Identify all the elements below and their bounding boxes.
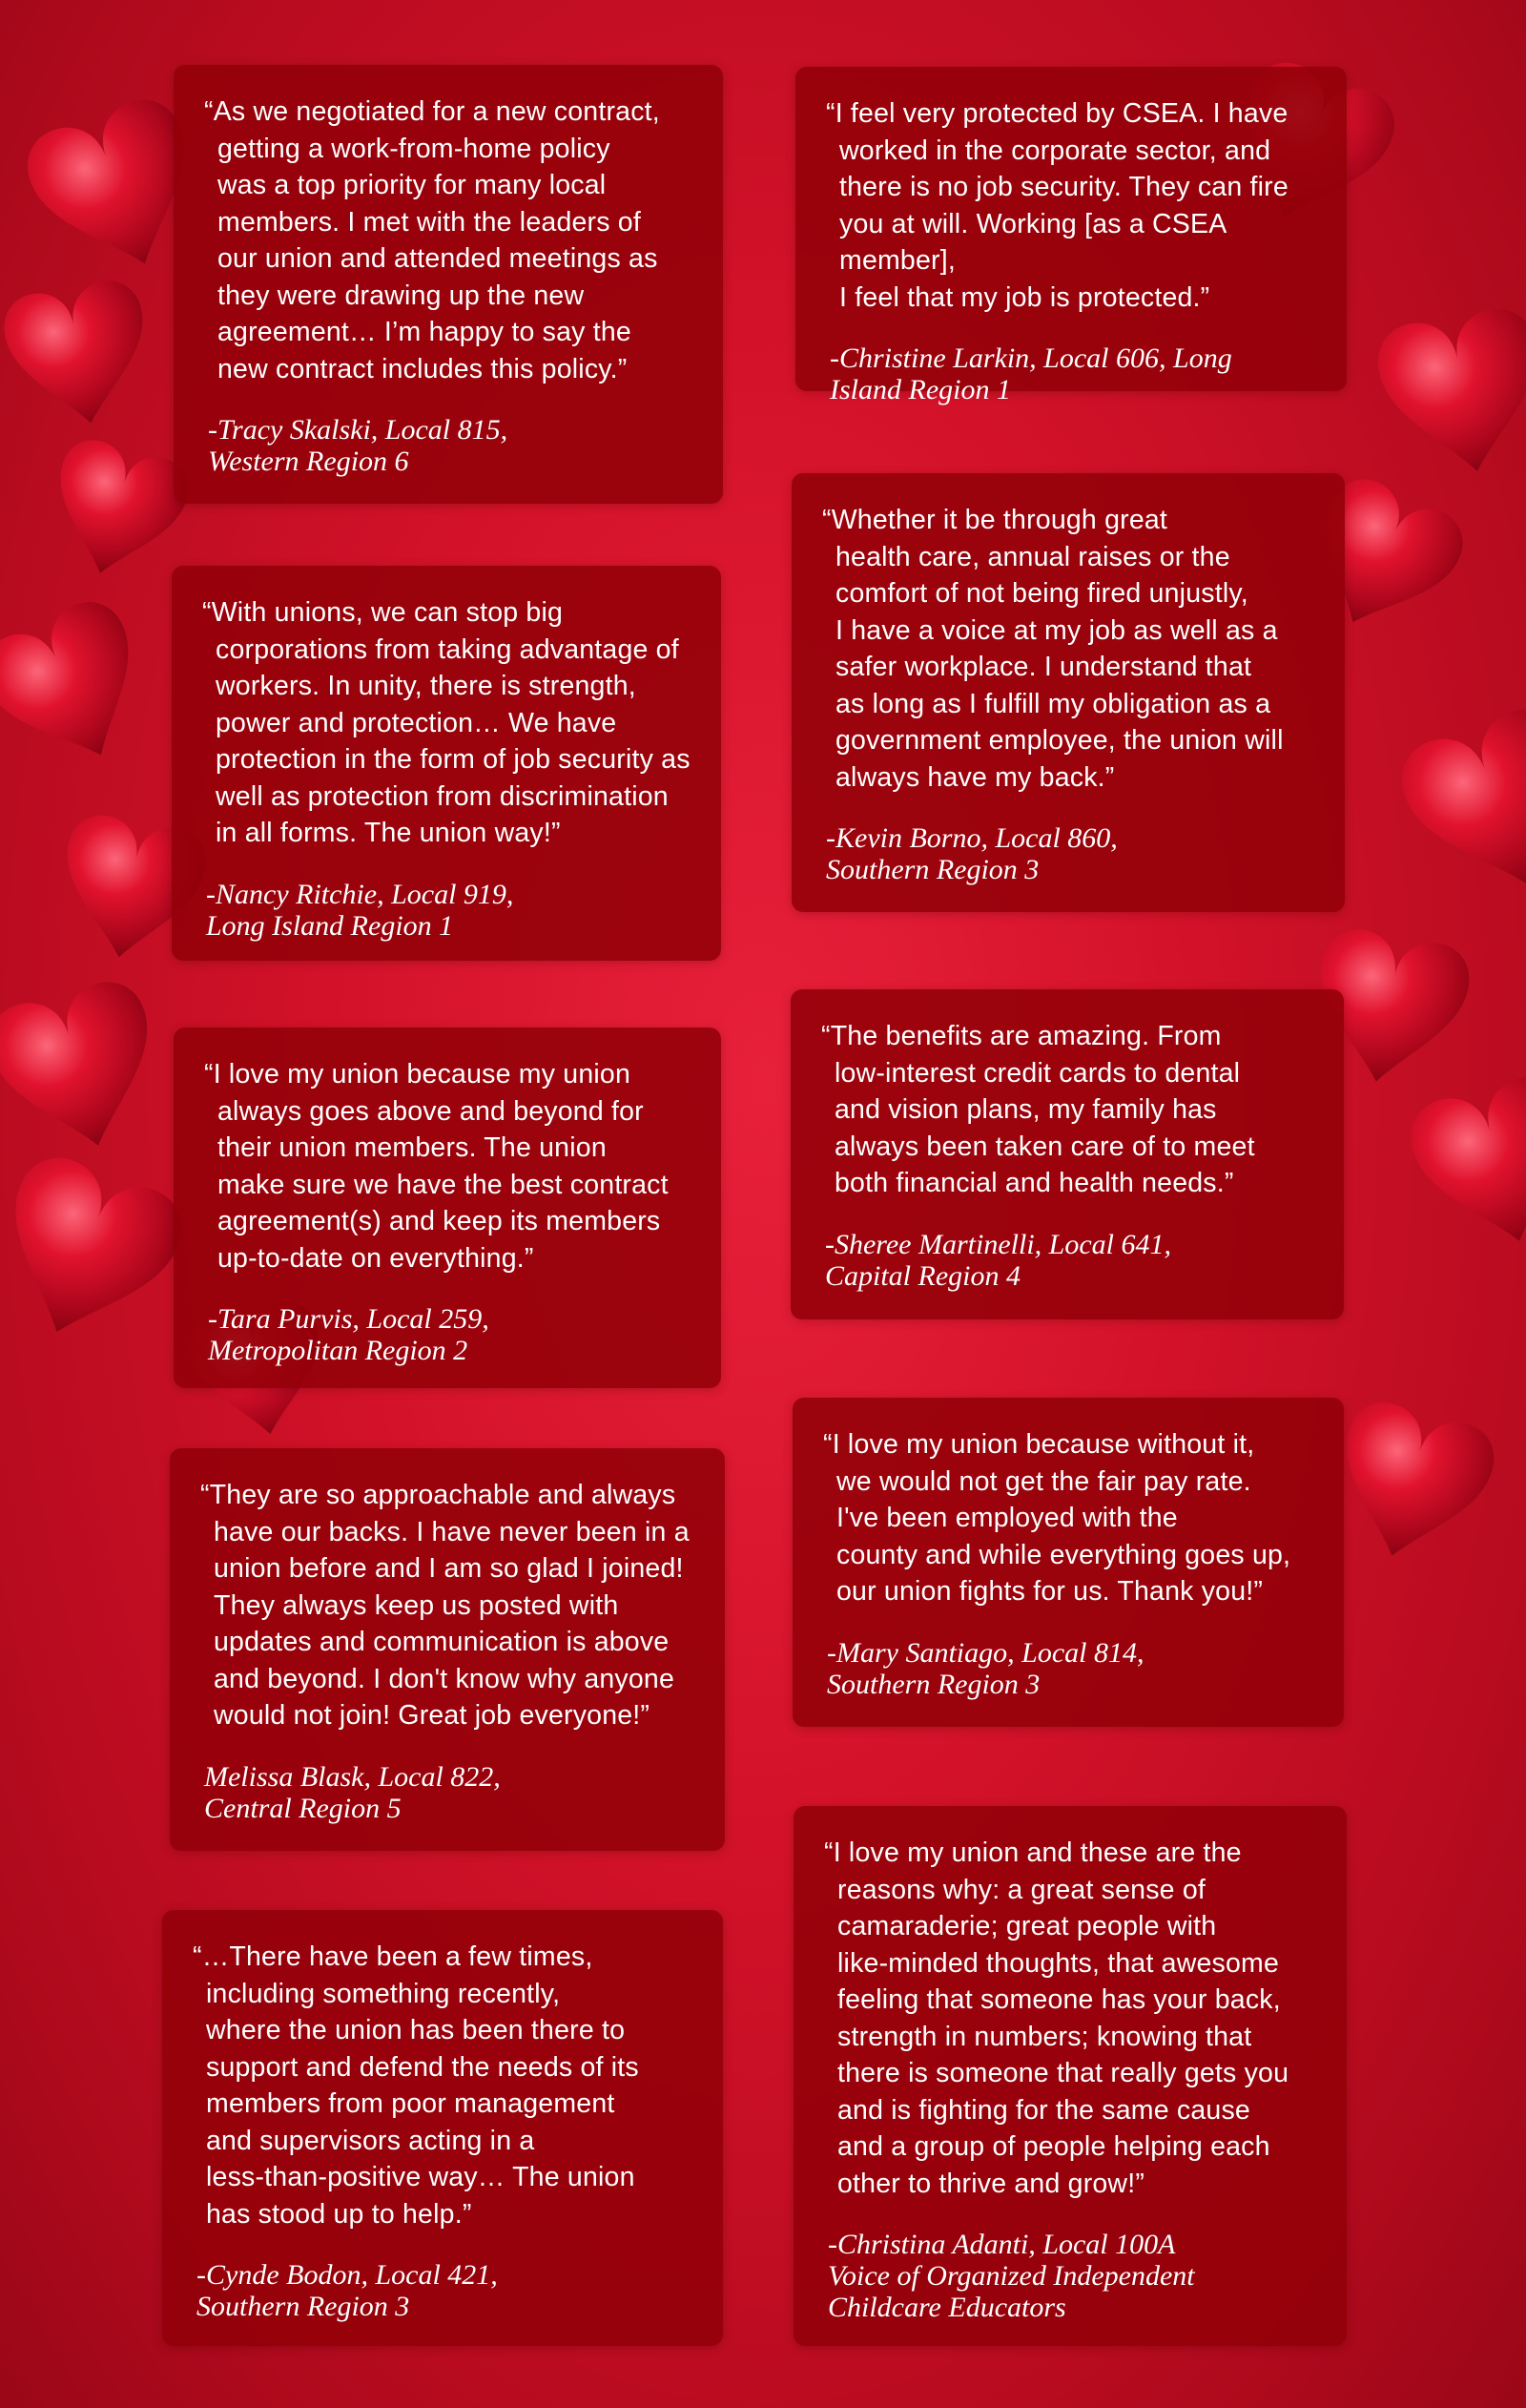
heart-icon [1320,1395,1502,1575]
testimonial-quote: “They are so approachable and always have our backs. I have never been in a union before and I am so glad I joined! They always keep us posted with updates and communication is above and beyond. I don't know why anyone would not join! Great job everyone!” [200,1480,690,1731]
testimonial-attribution: -Christina Adanti, Local 100A Voice of Organized Independent Childcare Educators [828,2229,1195,2323]
testimonial-attribution: -Christine Larkin, Local 606, Long Island Region 1 [830,343,1232,405]
heart-icon [38,433,196,590]
testimonial-quote: “…There have been a few times, including something recently, where the union has been there to support and defend the needs of its members from poor management and supervisors acting in a less-than-positive way… The union has stood up to help.” [193,1941,639,2230]
heart-icon [0,276,159,435]
testimonial-card [174,1028,721,1388]
heart-icon [1391,698,1526,913]
testimonial-attribution: -Mary Santiago, Local 814, Southern Region 3 [827,1636,1144,1700]
testimonial-card [162,1910,723,2346]
testimonial-card [795,67,1347,405]
testimonial-attribution: -Cynde Bodon, Local 421, Southern Region 3 [196,2259,498,2322]
testimonial-attribution: -Sheree Martinelli, Local 641, Capital Region 4 [825,1228,1171,1292]
testimonial-quote: “Whether it be through great health care, annual raises or the comfort of not being fired unjustly, I have a voice at my job as well as a safer workplace. I understand that as long as I fulfill my obligation as a government employee, the union will always have my back.” [822,505,1284,793]
heart-icon [1371,303,1526,486]
testimonial-attribution: -Tracy Skalski, Local 815, Western Region 6 [208,414,508,477]
testimonial-quote: “I love my union because without it, we would not get the fair pay rate. I've been employed with the county and while everything goes up, our union fights for us. Thank you!” [823,1429,1291,1607]
testimonial-attribution: -Tara Purvis, Local 259, Metropolitan Region 2 [208,1303,489,1366]
testimonial-card [793,1398,1344,1727]
heart-icon [0,591,169,787]
testimonial-attribution: Melissa Blask, Local 822, Central Region 5 [204,1760,501,1824]
heart-icon [0,1147,193,1361]
testimonial-quote: “I love my union and these are the reasons why: a great sense of camaraderie; great people with like-minded thoughts, that awesome feeling that someone has your back, strength in numbers; knowing that there is someone that really gets you and is fighting for the same cause and a group of people helping each other to thrive and grow!” [824,1837,1289,2199]
testimonial-card [174,65,723,504]
testimonial-quote: “With unions, we can stop big corporations from taking advantage of workers. In unity, there is strength, power and protection… We have protection in the form of job security as well as protection from discrimination in all forms. The union way!” [202,597,691,848]
heart-icon [1402,1069,1526,1261]
testimonial-card [794,1806,1347,2346]
testimonial-card [172,566,721,961]
testimonial-attribution: -Kevin Borno, Local 860, Southern Region 3 [826,822,1118,885]
testimonial-quote: “I love my union because my union always goes above and beyond for their union members. The union make sure we have the best contract agreement(s) and keep its members up-to-date on everything.” [204,1059,669,1274]
testimonial-quote: “The benefits are amazing. From low-interest credit cards to dental and vision plans, my family has always been taken care of to meet both financial and health needs.” [821,1021,1255,1198]
heart-icon [0,973,175,1166]
testimonial-card [170,1448,725,1851]
testimonial-card [791,989,1344,1319]
testimonial-card [792,473,1345,912]
testimonial-attribution: -Nancy Ritchie, Local 919, Long Island Region 1 [206,878,514,942]
testimonial-quote: “I feel very protected by CSEA. I have worked in the corporate sector, and there is no job security. They can fire you at will. Working [as a CSEA member], I feel that my job is protected.” [826,98,1289,313]
testimonial-quote: “As we negotiated for a new contract, getting a work-from-home policy was a top priority for many local members. I met with the leaders of our union and attended meetings as they were drawing up the new agreement… I’m happy to say the new contract includes this policy.” [204,96,660,384]
